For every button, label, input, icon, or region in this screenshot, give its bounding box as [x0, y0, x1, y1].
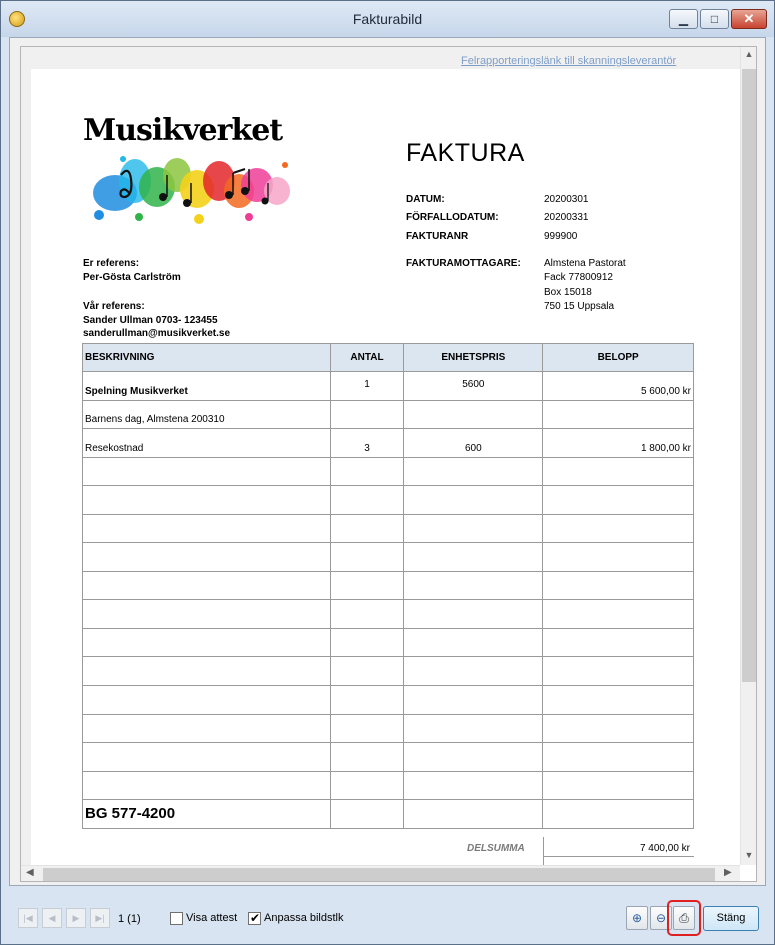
close-icon: ✕: [743, 11, 755, 26]
cell-description: Barnens dag, Almstena 200310: [83, 400, 331, 429]
anpassa-bildstlk-label[interactable]: Anpassa bildstlk: [264, 912, 344, 924]
table-row: [83, 628, 694, 657]
maximize-icon: □: [710, 12, 719, 26]
table-row: [83, 571, 694, 600]
print-highlight-box: [667, 900, 701, 936]
cell-description: Resekostnad: [83, 429, 331, 458]
table-row: [83, 600, 694, 629]
table-row: [83, 657, 694, 686]
table-row: [83, 743, 694, 772]
table-row: [83, 714, 694, 743]
cell-description: Spelning Musikverket: [83, 372, 331, 401]
table-row: [83, 686, 694, 715]
minimize-icon: ▁: [678, 12, 689, 26]
datum-label: DATUM:: [406, 194, 445, 205]
next-page-button[interactable]: [66, 908, 86, 928]
anpassa-bildstlk-checkbox[interactable]: [248, 912, 261, 925]
col-header-beskrivning: BESKRIVNING: [83, 344, 331, 372]
page-indicator: 1 (1): [118, 913, 141, 925]
scroll-up-icon[interactable]: ▲: [744, 49, 754, 59]
fakturanr-label: FAKTURANR: [406, 231, 469, 242]
fakturanr-value: 999900: [544, 231, 578, 242]
content-area: [9, 37, 766, 886]
table-row: [83, 457, 694, 486]
printer-icon: ⎙: [679, 911, 689, 925]
cell-amount: 5 600,00 kr: [543, 372, 694, 401]
company-logo-text: Musikverket: [83, 113, 283, 148]
zoom-in-button[interactable]: [626, 906, 648, 930]
report-link[interactable]: Felrapporteringslänk till skanningsleverantör: [461, 55, 677, 67]
prev-page-button[interactable]: [42, 908, 62, 928]
first-page-icon: |◀: [23, 913, 33, 923]
vertical-scrollbar[interactable]: [740, 47, 757, 865]
cell-quantity: 1: [330, 372, 404, 401]
close-button[interactable]: Stäng: [703, 906, 759, 931]
table-header-row: [83, 344, 694, 372]
recipient-line: Fack 77800912: [544, 272, 613, 283]
last-page-button[interactable]: [90, 908, 110, 928]
recipient-line: Almstena Pastorat: [544, 258, 626, 269]
table-row: [83, 543, 694, 572]
er-referens-label: Er referens:: [83, 258, 140, 269]
window-title: Fakturabild: [352, 11, 423, 27]
table-row: [83, 771, 694, 800]
visa-attest-label[interactable]: Visa attest: [186, 912, 238, 924]
invoice-lines-table: [82, 343, 694, 829]
scroll-left-icon[interactable]: ◀: [26, 867, 34, 878]
subtotal-label: DELSUMMA: [467, 843, 525, 854]
footer-bar: [9, 886, 766, 940]
bankgiro-row: [83, 800, 694, 829]
cell-unit-price: 600: [404, 429, 543, 458]
recipient-line: 750 15 Uppsala: [544, 301, 615, 312]
table-row: [83, 429, 694, 458]
invoice-viewer[interactable]: [20, 46, 757, 882]
forfallodatum-value: 20200331: [544, 212, 589, 223]
checkmark-icon: ✔: [250, 911, 261, 925]
minimize-button[interactable]: [669, 9, 698, 29]
cell-unit-price: [404, 400, 543, 429]
horizontal-scroll-thumb[interactable]: [43, 868, 715, 881]
col-header-enhetspris: ENHETSPRIS: [404, 344, 543, 372]
cell-unit-price: 5600: [404, 372, 543, 401]
cell-quantity: 3: [330, 429, 404, 458]
subtotal-value: 7 400,00 kr: [639, 843, 690, 854]
table-row: [83, 514, 694, 543]
forfallodatum-label: FÖRFALLODATUM:: [406, 212, 499, 223]
scroll-down-icon[interactable]: ▼: [744, 850, 754, 860]
er-referens-value: Per-Gösta Carlström: [83, 272, 181, 283]
visa-attest-checkbox[interactable]: [170, 912, 183, 925]
title-bar: [1, 1, 774, 37]
var-referens-label: Vår referens:: [83, 301, 145, 312]
table-row: [83, 486, 694, 515]
invoice-document: [21, 47, 740, 865]
cell-amount: [543, 400, 694, 429]
prev-page-icon: ◀: [48, 913, 56, 923]
first-page-button[interactable]: [18, 908, 38, 928]
next-page-icon: ▶: [72, 913, 80, 923]
maximize-button[interactable]: [700, 9, 729, 29]
recipient-line: Box 15018: [544, 287, 592, 298]
cell-quantity: [330, 400, 404, 429]
zoom-in-icon: ⊕: [631, 911, 643, 925]
close-window-button[interactable]: [731, 9, 767, 29]
horizontal-scrollbar[interactable]: [21, 865, 740, 882]
last-page-icon: ▶|: [95, 913, 105, 923]
music-splash-logo: [79, 145, 299, 235]
var-referens-line: sanderullman@musikverket.se: [83, 328, 231, 339]
datum-value: 20200301: [544, 194, 589, 205]
cell-amount: 1 800,00 kr: [543, 429, 694, 458]
recipient-label: FAKTURAMOTTAGARE:: [406, 258, 521, 269]
table-row: [83, 372, 694, 401]
subtotal-row: [82, 837, 694, 865]
col-header-belopp: BELOPP: [543, 344, 694, 372]
bankgiro-number: BG 577-4200: [83, 800, 331, 829]
zoom-out-icon: ⊖: [655, 911, 667, 925]
document-title: FAKTURA: [406, 139, 525, 167]
vertical-scroll-thumb[interactable]: [742, 69, 756, 682]
col-header-antal: ANTAL: [330, 344, 404, 372]
scroll-right-icon[interactable]: ▶: [724, 867, 732, 878]
var-referens-line: Sander Ullman 0703- 123455: [83, 315, 218, 326]
table-row: [83, 400, 694, 429]
